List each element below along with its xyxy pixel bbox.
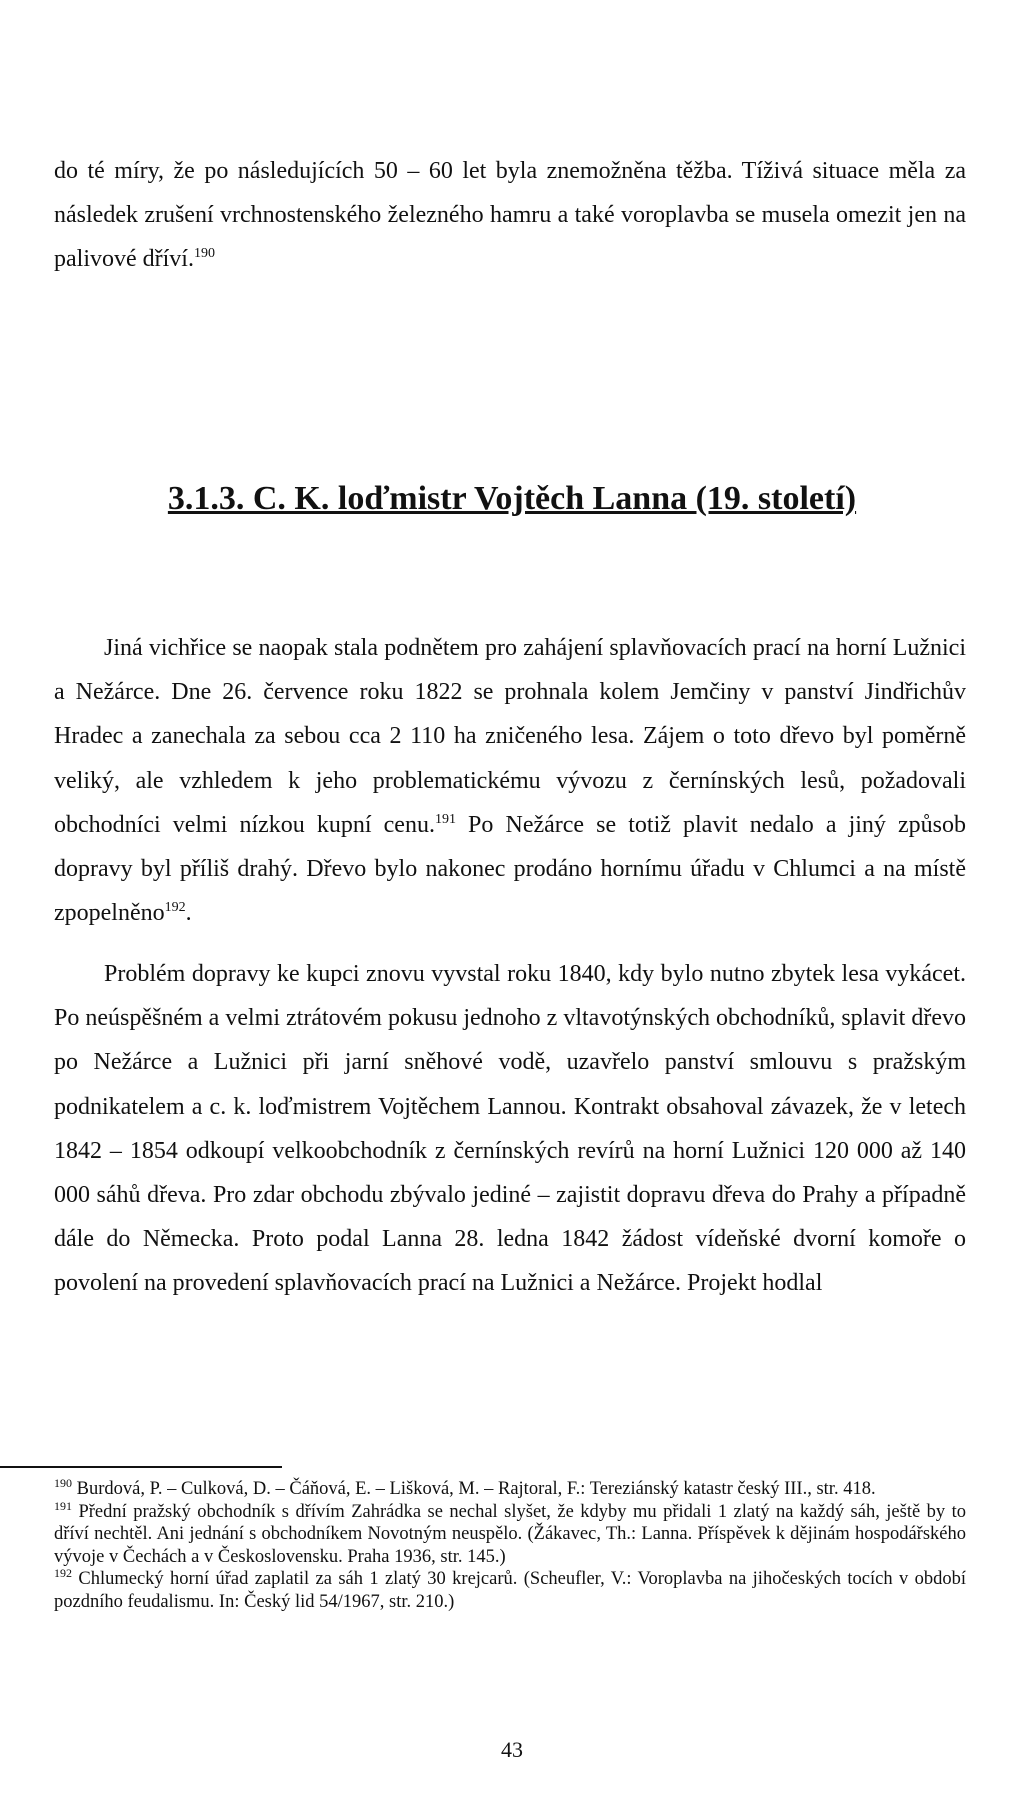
footnote-text: Burdová, P. – Culková, D. – Čáňová, E. – Lišková, M. – Rajtoral, F.: Tereziánský katastr český III., str. 418.	[72, 1479, 876, 1499]
footnote-ref-190[interactable]: 190	[193, 246, 215, 262]
footnote-ref-192[interactable]: 192	[164, 900, 186, 916]
footnote-text: Chlumecký horní úřad zaplatil za sáh 1 zlatý 30 krejcarů. (Scheufler, V.: Voroplavba na jihočeských tocích v období pozdního feudalismu. In: Český lid 54/1967, str. 210.)	[54, 1569, 966, 1612]
footnote-number: 191	[54, 1498, 72, 1513]
paragraph-storm-text-a: Jiná vichřice se naopak stala podnětem pro zahájení splavňovacích prací na horní Lužnici a Nežárce. Dne 26. července roku 1822 se prohnala kolem Jemčiny v panství Jindřichův Hradec a zanechala za sebou cca 2 110 ha zničeného lesa. Zájem o toto dřevo byl poměrně veliký, ale vzhledem k jeho problematickému vývozu z černínských lesů, požadovali obchodníci velmi nízkou kupní cenu.	[54, 635, 966, 838]
paragraph-storm-text-c: .	[185, 900, 192, 927]
paragraph-storm-text-b: Po Nežárce se totiž plavit nedalo a jiný způsob dopravy byl příliš drahý. Dřevo bylo nakonec prodáno hornímu úřadu v Chlumci a na místě zpopelněno	[54, 811, 966, 927]
footnote-divider	[0, 1466, 282, 1468]
footnote-number: 190	[54, 1475, 72, 1490]
footnote-text: Přední pražský obchodník s dřívím Zahrádka se nechal slyšet, že kdyby mu přidali 1 zlatý na každý sáh, ještě by to dříví nechtěl. Ani jednání s obchodníkem Novotným neuspělo. (Žákavec, Th.: Lanna. Příspěvek k dějinám hospodářského vývoje v Čechách a v Československu. Praha 1936, str. 145.)	[54, 1501, 966, 1567]
paragraph-intro	[54, 149, 966, 282]
footnote-192	[54, 1565, 966, 1613]
footnote-ref-191[interactable]: 191	[434, 811, 456, 827]
footnote-190	[54, 1475, 966, 1501]
section-heading: 3.1.3. C. K. loďmistr Vojtěch Lanna (19. století)	[167, 480, 857, 517]
page-number: 43	[501, 1737, 523, 1762]
footnotes	[54, 1475, 966, 1613]
footnote-number: 192	[54, 1565, 72, 1580]
paragraph-intro-text: do té míry, že po následujících 50 – 60 let byla znemožněna těžba. Tíživá situace měla za následek zrušení vrchnostenského železného hamru a také voroplavba se musela omezit jen na palivové dříví.	[54, 158, 966, 273]
paragraph-storm	[54, 626, 966, 935]
paragraph-transport: Problém dopravy ke kupci znovu vyvstal roku 1840, kdy bylo nutno zbytek lesa vykácet. Po neúspěšném a velmi ztrátovém pokusu jednoho z vltavotýnských obchodníků, splavit dřevo po Nežárce a Lužnici při jarní sněhové vodě, uzavřelo panství smlouvu s pražským podnikatelem a c. k. loďmistrem Vojtěchem Lannou. Kontrakt obsahoval závazek, že v letech 1842 – 1854 odkoupí velkoobchodník z černínských revírů na horní Lužnici 120 000 až 140 000 sáhů dřeva. Pro zdar obchodu zbývalo jediné – zajistit dopravu dřeva do Prahy a případně dále do Německa. Proto podal Lanna 28. ledna 1842 žádost vídeňské dvorní komoře o povolení na provedení splavňovacích prací na Lužnici a Nežárce. Projekt hodlal	[54, 961, 966, 1297]
footnote-191	[54, 1498, 966, 1569]
